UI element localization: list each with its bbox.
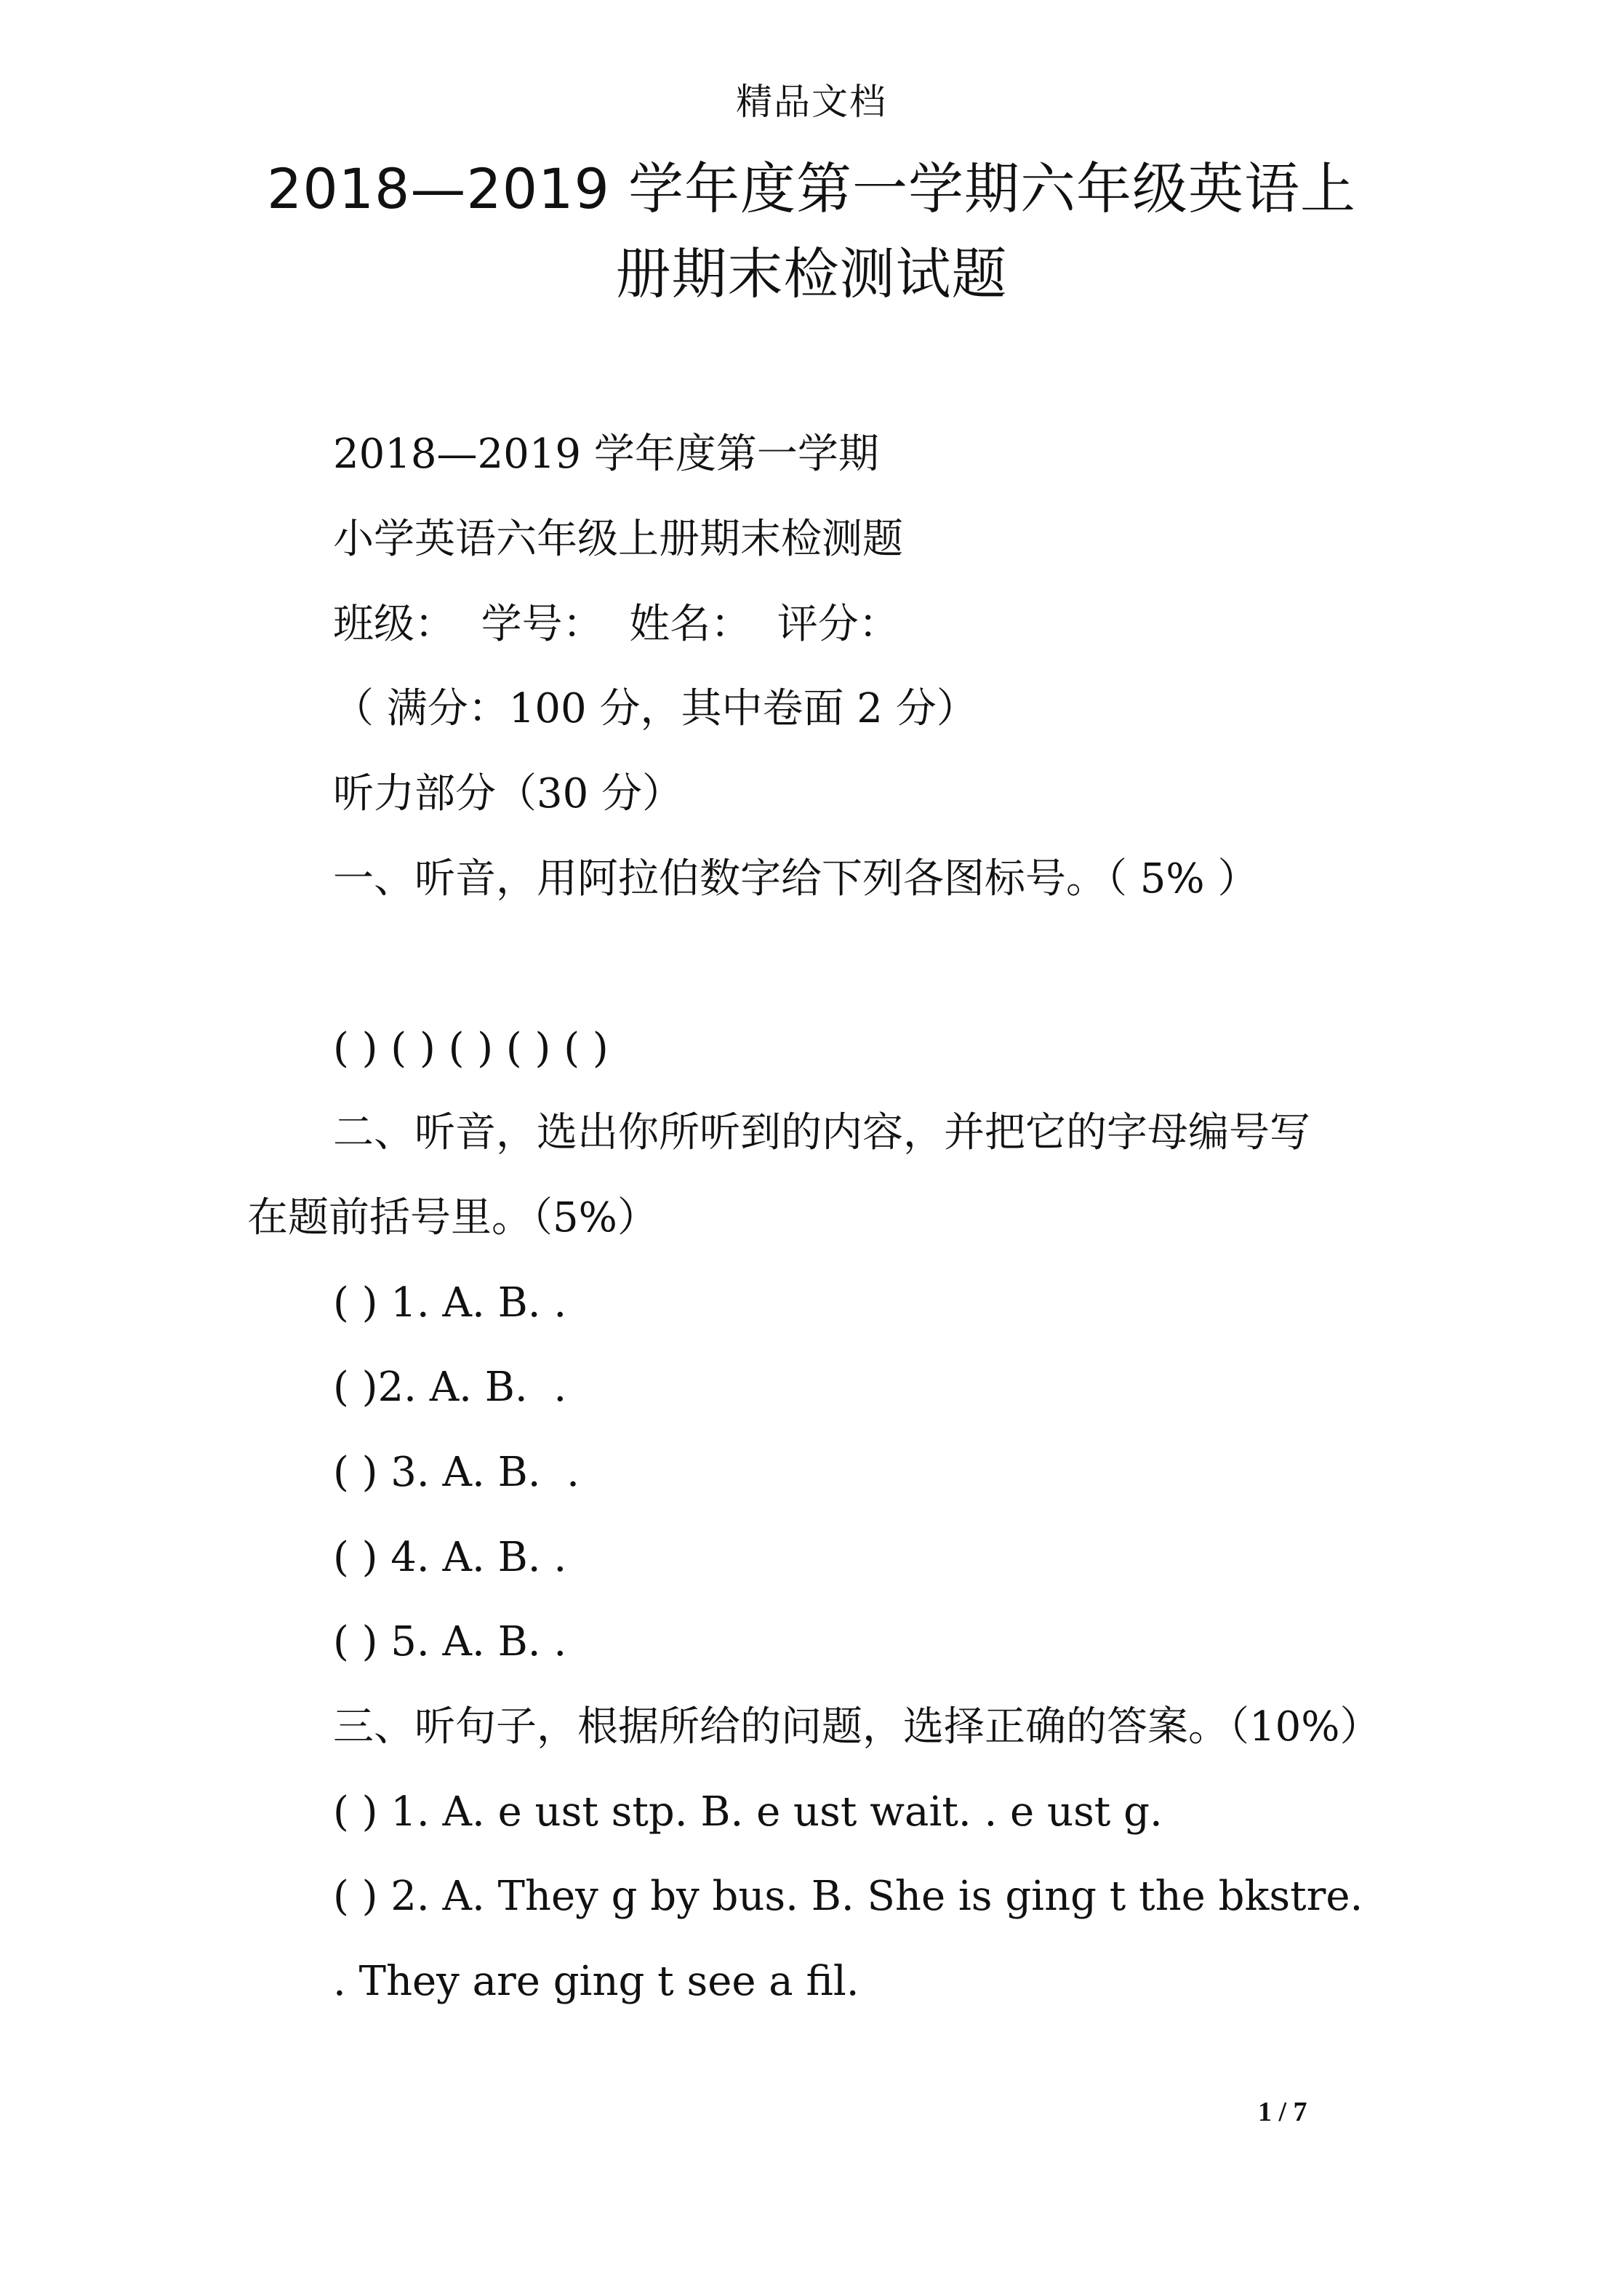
student-info-line: 班级： 学号： 姓名： 评分： xyxy=(333,601,899,648)
question-2-heading: 二、听音，选出你所听到的内容，并把它的字母编号写 xyxy=(333,1109,1310,1156)
question-1-heading: 一、听音，用阿拉伯数字给下列各图标号。（ 5% ） xyxy=(333,855,1259,903)
question-3-item-2-option-c: . They are ging t see a fil. xyxy=(333,1958,859,2005)
question-2-item-3: ( ) 3. A. B. . xyxy=(333,1449,580,1496)
question-3-item-2: ( ) 2. A. They g by bus. B. She is ging t the bkstre. xyxy=(333,1873,1363,1920)
question-2-item-2: ( )2. A. B. . xyxy=(333,1364,567,1411)
page-indicator: 1 / 7 xyxy=(1258,2097,1307,2127)
header-label: 精品文档 xyxy=(736,81,887,123)
section-heading-listening: 听力部分（30 分） xyxy=(333,770,684,817)
question-3-heading: 三、听句子，根据所给的问题，选择正确的答案。（10%） xyxy=(333,1703,1381,1751)
document-title-line-1: 2018—2019 学年度第一学期六年级英语上 xyxy=(267,156,1356,221)
question-2-item-1: ( ) 1. A. B. . xyxy=(333,1279,567,1327)
question-1-answer-blanks: ( ) ( ) ( ) ( ) ( ) xyxy=(333,1025,609,1072)
question-3-item-1: ( ) 1. A. e ust stp. B. e ust wait. . e ust g. xyxy=(333,1788,1163,1836)
question-2-item-5: ( ) 5. A. B. . xyxy=(333,1618,567,1665)
question-2-heading-continued: 在题前括号里。（5%） xyxy=(247,1194,658,1241)
document-title-line-2: 册期末检测试题 xyxy=(615,241,1008,306)
exam-name-line: 小学英语六年级上册期末检测题 xyxy=(333,516,903,563)
question-2-item-4: ( ) 4. A. B. . xyxy=(333,1534,567,1581)
score-note-line: （ 满分：100 分，其中卷面 2 分） xyxy=(333,685,977,732)
school-year-line: 2018—2019 学年度第一学期 xyxy=(333,431,879,478)
